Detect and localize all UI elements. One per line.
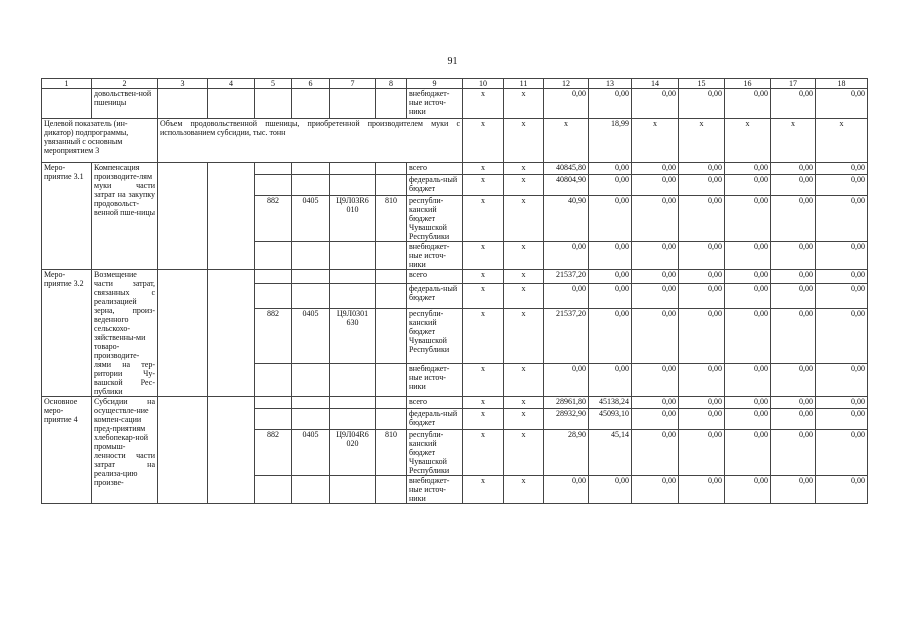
value-cell: x bbox=[504, 196, 544, 242]
value-cell: 0,00 bbox=[725, 476, 771, 504]
value-cell: x bbox=[504, 409, 544, 430]
value-cell: 0,00 bbox=[589, 309, 632, 364]
budget-code-cell: 882 bbox=[255, 309, 292, 364]
column-number-cell: 2 bbox=[92, 79, 158, 89]
value-cell: x bbox=[463, 270, 504, 284]
measure-name-cell: Субсидии на осуществле-ние компен-сации пред-приятиям хлебопекар-ной промыш-ленности части затрат на реализа-цию произве- bbox=[92, 397, 158, 504]
value-cell: 0,00 bbox=[816, 89, 868, 119]
empty-cell bbox=[292, 397, 330, 409]
value-cell: 0,00 bbox=[816, 363, 868, 396]
column-number-cell: 4 bbox=[208, 79, 255, 89]
value-cell: x bbox=[504, 242, 544, 270]
value-cell: 0,00 bbox=[771, 242, 816, 270]
value-cell: 0,00 bbox=[725, 363, 771, 396]
measure-name-cell: Возмещение части затрат, связанных с реализацией зерна, произ-веденного сельскохо-зяйственны-ми товаро-производите-лями на тер-ритории Чу-вашской Рес-публики bbox=[92, 270, 158, 397]
value-cell: 0,00 bbox=[816, 309, 868, 364]
value-cell: x bbox=[725, 119, 771, 163]
empty-cell bbox=[255, 163, 292, 175]
source-cell: внебюджет-ные источ-ники bbox=[407, 242, 463, 270]
value-cell: 0,00 bbox=[725, 163, 771, 175]
empty-cell bbox=[292, 175, 330, 196]
value-cell: 0,00 bbox=[725, 270, 771, 284]
value-cell: 0,00 bbox=[679, 363, 725, 396]
page-number: 91 bbox=[447, 56, 458, 67]
empty-cell bbox=[376, 270, 407, 284]
empty-cell bbox=[330, 409, 376, 430]
column-number-cell: 5 bbox=[255, 79, 292, 89]
value-cell: 0,00 bbox=[632, 270, 679, 284]
source-cell: всего bbox=[407, 270, 463, 284]
value-cell: 0,00 bbox=[771, 163, 816, 175]
empty-cell bbox=[292, 363, 330, 396]
empty-cell bbox=[292, 89, 330, 119]
value-cell: 0,00 bbox=[679, 196, 725, 242]
target-label-cell: Целевой показатель (ин-дикатор) подпрограммы, увязанный с основным мероприятием 3 bbox=[42, 119, 158, 163]
value-cell: 40845,80 bbox=[544, 163, 589, 175]
empty-cell bbox=[330, 163, 376, 175]
column-number-cell: 14 bbox=[632, 79, 679, 89]
value-cell: 0,00 bbox=[816, 430, 868, 476]
budget-table bbox=[41, 78, 868, 504]
value-cell: 0,00 bbox=[589, 242, 632, 270]
value-cell: 0,00 bbox=[771, 284, 816, 309]
value-cell: 0,00 bbox=[679, 397, 725, 409]
empty-cell bbox=[376, 284, 407, 309]
budget-code-cell: 810 bbox=[376, 196, 407, 242]
source-cell: федераль-ный бюджет bbox=[407, 409, 463, 430]
measure-label-cell: Основное меро-приятие 4 bbox=[42, 397, 92, 504]
source-cell: республи-канский бюджет Чувашской Республики bbox=[407, 430, 463, 476]
source-cell: федераль-ный бюджет bbox=[407, 175, 463, 196]
empty-cell bbox=[208, 163, 255, 270]
empty-cell bbox=[158, 270, 208, 397]
empty-cell bbox=[330, 175, 376, 196]
value-cell: 0,00 bbox=[816, 196, 868, 242]
value-cell: x bbox=[504, 163, 544, 175]
value-cell: 0,00 bbox=[771, 397, 816, 409]
column-number-cell: 8 bbox=[376, 79, 407, 89]
value-cell: 0,00 bbox=[816, 397, 868, 409]
empty-cell bbox=[292, 242, 330, 270]
value-cell: 0,00 bbox=[632, 430, 679, 476]
value-cell: 0,00 bbox=[632, 476, 679, 504]
budget-code-cell: 0405 bbox=[292, 309, 330, 364]
value-cell: 0,00 bbox=[725, 175, 771, 196]
value-cell: x bbox=[463, 242, 504, 270]
value-cell: 0,00 bbox=[816, 476, 868, 504]
budget-code-cell: 882 bbox=[255, 196, 292, 242]
budget-code-cell: 810 bbox=[376, 430, 407, 476]
value-cell: 0,00 bbox=[816, 175, 868, 196]
value-cell: 0,00 bbox=[679, 430, 725, 476]
empty-cell bbox=[330, 89, 376, 119]
empty-cell bbox=[376, 89, 407, 119]
empty-cell bbox=[376, 175, 407, 196]
value-cell: 0,00 bbox=[725, 409, 771, 430]
value-cell: 45,14 bbox=[589, 430, 632, 476]
value-cell: x bbox=[771, 119, 816, 163]
empty-cell bbox=[255, 397, 292, 409]
value-cell: 0,00 bbox=[544, 89, 589, 119]
table-row bbox=[42, 397, 868, 409]
value-cell: 0,00 bbox=[725, 196, 771, 242]
column-number-cell: 7 bbox=[330, 79, 376, 89]
value-cell: 0,00 bbox=[679, 270, 725, 284]
value-cell: 0,00 bbox=[632, 363, 679, 396]
value-cell: 0,00 bbox=[544, 242, 589, 270]
value-cell: x bbox=[463, 409, 504, 430]
column-number-cell: 3 bbox=[158, 79, 208, 89]
name-cell: довольствен-ной пшеницы bbox=[92, 89, 158, 119]
value-cell: 0,00 bbox=[725, 397, 771, 409]
budget-code-cell bbox=[376, 309, 407, 364]
empty-cell bbox=[330, 242, 376, 270]
value-cell: x bbox=[504, 175, 544, 196]
value-cell: 0,00 bbox=[725, 309, 771, 364]
value-cell: 21537,20 bbox=[544, 309, 589, 364]
value-cell: 28961,80 bbox=[544, 397, 589, 409]
source-cell: внебюджет-ные источ-ники bbox=[407, 476, 463, 504]
value-cell: 0,00 bbox=[771, 409, 816, 430]
value-cell: x bbox=[504, 270, 544, 284]
budget-code-cell: 0405 bbox=[292, 196, 330, 242]
value-cell: 0,00 bbox=[679, 309, 725, 364]
empty-cell bbox=[292, 476, 330, 504]
measure-label-cell: Меро-приятие 3.1 bbox=[42, 163, 92, 270]
value-cell: 0,00 bbox=[679, 242, 725, 270]
empty-cell bbox=[255, 409, 292, 430]
empty-cell bbox=[330, 270, 376, 284]
empty-cell bbox=[255, 363, 292, 396]
budget-code-cell: 882 bbox=[255, 430, 292, 476]
value-cell: 0,00 bbox=[632, 309, 679, 364]
empty-cell bbox=[208, 270, 255, 397]
empty-cell bbox=[292, 270, 330, 284]
column-number-cell: 1 bbox=[42, 79, 92, 89]
empty-cell bbox=[292, 284, 330, 309]
column-number-cell: 9 bbox=[407, 79, 463, 89]
value-cell: 40804,90 bbox=[544, 175, 589, 196]
column-number-cell: 16 bbox=[725, 79, 771, 89]
value-cell: 0,00 bbox=[544, 284, 589, 309]
value-cell: x bbox=[463, 397, 504, 409]
value-cell: 0,00 bbox=[679, 163, 725, 175]
column-number-cell: 13 bbox=[589, 79, 632, 89]
column-number-cell: 12 bbox=[544, 79, 589, 89]
value-cell: 0,00 bbox=[632, 175, 679, 196]
empty-cell bbox=[255, 242, 292, 270]
table-row bbox=[42, 270, 868, 284]
empty-cell bbox=[255, 175, 292, 196]
value-cell: 0,00 bbox=[679, 409, 725, 430]
source-cell: всего bbox=[407, 163, 463, 175]
value-cell: 0,00 bbox=[679, 89, 725, 119]
empty-cell bbox=[292, 163, 330, 175]
value-cell: 0,00 bbox=[816, 242, 868, 270]
source-cell: всего bbox=[407, 397, 463, 409]
value-cell: 0,00 bbox=[771, 476, 816, 504]
value-cell: x bbox=[463, 363, 504, 396]
empty-cell bbox=[376, 476, 407, 504]
value-cell: x bbox=[463, 119, 504, 163]
value-cell: 28,90 bbox=[544, 430, 589, 476]
column-number-cell: 17 bbox=[771, 79, 816, 89]
empty-cell bbox=[376, 363, 407, 396]
value-cell: x bbox=[463, 163, 504, 175]
value-cell: 0,00 bbox=[771, 309, 816, 364]
value-cell: 0,00 bbox=[771, 196, 816, 242]
empty-cell bbox=[158, 89, 208, 119]
value-cell: 0,00 bbox=[632, 409, 679, 430]
empty-cell bbox=[376, 242, 407, 270]
value-cell: x bbox=[463, 89, 504, 119]
value-cell: 0,00 bbox=[544, 476, 589, 504]
value-cell: 0,00 bbox=[725, 89, 771, 119]
value-cell: 0,00 bbox=[816, 270, 868, 284]
empty-cell bbox=[255, 270, 292, 284]
value-cell: 0,00 bbox=[632, 397, 679, 409]
source-cell: внебюджет-ные источ-ники bbox=[407, 363, 463, 396]
value-cell: x bbox=[463, 309, 504, 364]
value-cell: 0,00 bbox=[816, 284, 868, 309]
value-cell: 0,00 bbox=[632, 242, 679, 270]
value-cell: 0,00 bbox=[589, 89, 632, 119]
value-cell: 0,00 bbox=[771, 430, 816, 476]
label-cell bbox=[42, 89, 92, 119]
table-row bbox=[42, 89, 868, 119]
value-cell: x bbox=[504, 363, 544, 396]
value-cell: 45138,24 bbox=[589, 397, 632, 409]
empty-cell bbox=[376, 409, 407, 430]
value-cell: 0,00 bbox=[632, 89, 679, 119]
target-indicator-row bbox=[42, 119, 868, 163]
source-cell: республи-канский бюджет Чувашской Республики bbox=[407, 196, 463, 242]
value-cell: x bbox=[463, 196, 504, 242]
value-cell: x bbox=[679, 119, 725, 163]
empty-cell bbox=[330, 284, 376, 309]
empty-cell bbox=[208, 89, 255, 119]
empty-cell bbox=[330, 476, 376, 504]
column-number-cell: 11 bbox=[504, 79, 544, 89]
column-number-cell: 15 bbox=[679, 79, 725, 89]
value-cell: 0,00 bbox=[679, 476, 725, 504]
value-cell: x bbox=[504, 309, 544, 364]
value-cell: 0,00 bbox=[725, 430, 771, 476]
value-cell: 0,00 bbox=[679, 175, 725, 196]
value-cell: 28932,90 bbox=[544, 409, 589, 430]
measure-name-cell: Компенсация производите-лям муки части затрат на закупку продовольст-венной пше-ницы bbox=[92, 163, 158, 270]
value-cell: 0,00 bbox=[544, 363, 589, 396]
column-number-cell: 6 bbox=[292, 79, 330, 89]
value-cell: x bbox=[544, 119, 589, 163]
source-cell: федераль-ный бюджет bbox=[407, 284, 463, 309]
value-cell: x bbox=[504, 397, 544, 409]
source-cell: внебюджет-ные источ-ники bbox=[407, 89, 463, 119]
value-cell: x bbox=[463, 175, 504, 196]
table-body bbox=[42, 79, 868, 504]
budget-code-cell: 0405 bbox=[292, 430, 330, 476]
value-cell: x bbox=[816, 119, 868, 163]
value-cell: 0,00 bbox=[589, 163, 632, 175]
value-cell: 21537,20 bbox=[544, 270, 589, 284]
value-cell: 0,00 bbox=[771, 363, 816, 396]
value-cell: 0,00 bbox=[589, 363, 632, 396]
empty-cell bbox=[292, 409, 330, 430]
value-cell: 40,90 bbox=[544, 196, 589, 242]
empty-cell bbox=[158, 163, 208, 270]
value-cell: 0,00 bbox=[816, 409, 868, 430]
value-cell: x bbox=[632, 119, 679, 163]
value-cell: 0,00 bbox=[632, 163, 679, 175]
column-number-cell: 10 bbox=[463, 79, 504, 89]
empty-cell bbox=[330, 397, 376, 409]
empty-cell bbox=[255, 476, 292, 504]
value-cell: x bbox=[504, 119, 544, 163]
empty-cell bbox=[330, 363, 376, 396]
header-row bbox=[42, 79, 868, 89]
value-cell: 0,00 bbox=[632, 284, 679, 309]
budget-code-cell: Ц9Л04R6 020 bbox=[330, 430, 376, 476]
value-cell: 0,00 bbox=[771, 89, 816, 119]
value-cell: x bbox=[463, 284, 504, 309]
empty-cell bbox=[376, 397, 407, 409]
value-cell: 0,00 bbox=[679, 284, 725, 309]
value-cell: 18,99 bbox=[589, 119, 632, 163]
value-cell: 0,00 bbox=[816, 163, 868, 175]
value-cell: 0,00 bbox=[589, 476, 632, 504]
value-cell: 45093,10 bbox=[589, 409, 632, 430]
value-cell: 0,00 bbox=[771, 270, 816, 284]
empty-cell bbox=[376, 163, 407, 175]
value-cell: x bbox=[463, 430, 504, 476]
empty-cell bbox=[158, 397, 208, 504]
budget-code-cell: Ц9Л03R6 010 bbox=[330, 196, 376, 242]
budget-code-cell: Ц9Л0301 630 bbox=[330, 309, 376, 364]
value-cell: 0,00 bbox=[725, 284, 771, 309]
value-cell: x bbox=[463, 476, 504, 504]
value-cell: 0,00 bbox=[589, 270, 632, 284]
table-row bbox=[42, 163, 868, 175]
column-number-cell: 18 bbox=[816, 79, 868, 89]
empty-cell bbox=[255, 284, 292, 309]
value-cell: 0,00 bbox=[632, 196, 679, 242]
value-cell: 0,00 bbox=[589, 175, 632, 196]
source-cell: республи-канский бюджет Чувашской Республики bbox=[407, 309, 463, 364]
empty-cell bbox=[208, 397, 255, 504]
value-cell: 0,00 bbox=[589, 284, 632, 309]
value-cell: x bbox=[504, 89, 544, 119]
empty-cell bbox=[255, 89, 292, 119]
target-description-cell: Объем продовольственной пшеницы, приобретенной производителем муки с использованием субсидии, тыс. тонн bbox=[158, 119, 463, 163]
value-cell: 0,00 bbox=[771, 175, 816, 196]
value-cell: x bbox=[504, 284, 544, 309]
value-cell: x bbox=[504, 430, 544, 476]
value-cell: 0,00 bbox=[725, 242, 771, 270]
value-cell: x bbox=[504, 476, 544, 504]
value-cell: 0,00 bbox=[589, 196, 632, 242]
measure-label-cell: Меро-приятие 3.2 bbox=[42, 270, 92, 397]
